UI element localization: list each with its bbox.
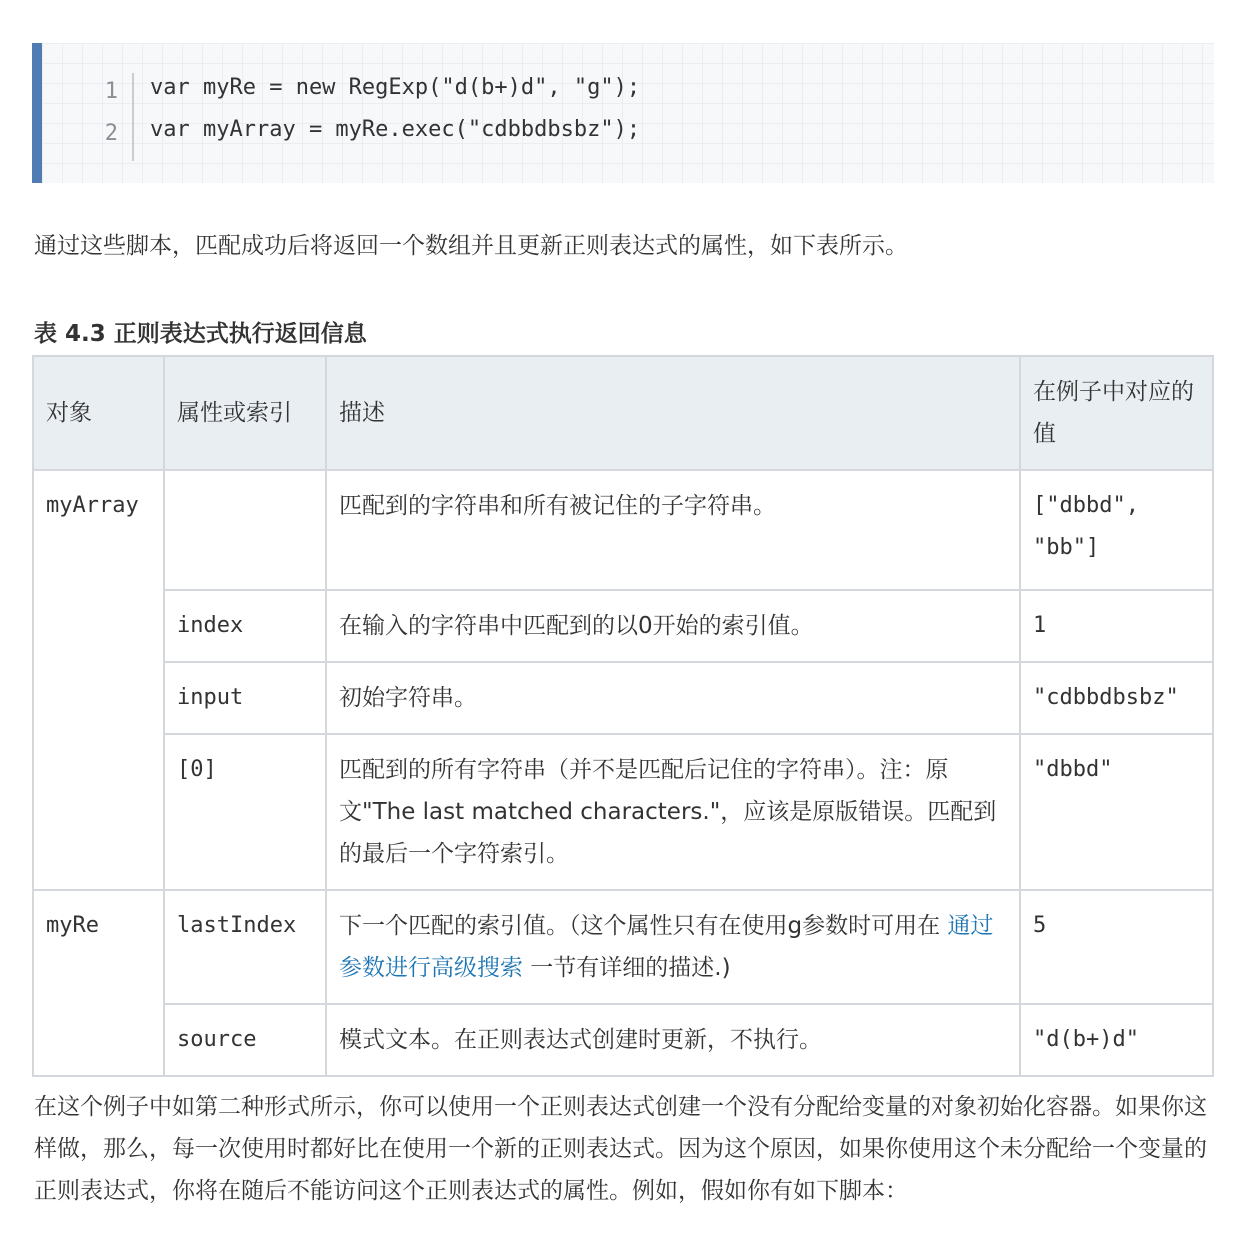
- property-cell: input: [164, 662, 326, 734]
- description-cell: [326, 890, 1020, 1004]
- header-object: 对象: [33, 356, 164, 470]
- description-cell: 模式文本。在正则表达式创建时更新，不执行。: [326, 1004, 1020, 1076]
- value-cell: ["dbbd", "bb"]: [1020, 470, 1213, 590]
- table-header-row: [33, 356, 1213, 470]
- value-cell: "dbbd": [1020, 734, 1213, 890]
- table-row: [33, 470, 1213, 590]
- regex-result-table: [32, 355, 1214, 1077]
- description-cell: 匹配到的字符串和所有被记住的子字符串。: [326, 470, 1020, 590]
- value-cell: 1: [1020, 590, 1213, 662]
- table-row: [33, 890, 1213, 1004]
- table-row: [33, 734, 1213, 890]
- header-description: 描述: [326, 356, 1020, 470]
- description-cell: 在输入的字符串中匹配到的以0开始的索引值。: [326, 590, 1020, 662]
- value-cell: 5: [1020, 890, 1213, 1004]
- property-cell: index: [164, 590, 326, 662]
- object-cell: myArray: [33, 470, 164, 890]
- code-block: [32, 43, 1214, 183]
- line-number: 2: [104, 121, 118, 146]
- advanced-search-link[interactable]: 通过参数进行高级搜索: [339, 913, 994, 981]
- intro-paragraph: 通过这些脚本，匹配成功后将返回一个数组并且更新正则表达式的属性，如下表所示。: [34, 233, 908, 259]
- property-cell: source: [164, 1004, 326, 1076]
- table-row: [33, 590, 1213, 662]
- description-cell: 初始字符串。: [326, 662, 1020, 734]
- code-line: var myRe = new RegExp("d(b+)d", "g");: [150, 75, 641, 100]
- table-row: [33, 662, 1213, 734]
- line-number-gutter: [90, 73, 134, 161]
- value-cell: "cdbbdbsbz": [1020, 662, 1213, 734]
- table-row: [33, 1004, 1213, 1076]
- property-cell: lastIndex: [164, 890, 326, 1004]
- description-cell: 匹配到的所有字符串（并不是匹配后记住的字符串）。注：原文"The last matched characters."，应该是原版错误。匹配到的最后一个字符索引。: [326, 734, 1020, 890]
- line-number: 1: [104, 79, 118, 104]
- header-example-value: 在例子中对应的值: [1020, 356, 1213, 470]
- value-cell: "d(b+)d": [1020, 1004, 1213, 1076]
- description-text: 下一个匹配的索引值。（这个属性只有在使用g参数时可用在: [339, 913, 948, 939]
- code-line: var myArray = myRe.exec("cdbbdbsbz");: [150, 117, 641, 142]
- property-cell: [164, 470, 326, 590]
- description-text: 一节有详细的描述.): [523, 955, 731, 981]
- property-cell: [0]: [164, 734, 326, 890]
- header-property: 属性或索引: [164, 356, 326, 470]
- object-cell: myRe: [33, 890, 164, 1076]
- outro-paragraph: 在这个例子中如第二种形式所示，你可以使用一个正则表达式创建一个没有分配给变量的对象初始化容器。如果你这样做，那么，每一次使用时都好比在使用一个新的正则表达式。因为这个原因，如果你使用这个未分配给一个变量的正则表达式，你将在随后不能访问这个正则表达式的属性。例如，假如你有如下脚本：: [34, 1094, 1207, 1204]
- table-caption: 表 4.3 正则表达式执行返回信息: [34, 321, 367, 347]
